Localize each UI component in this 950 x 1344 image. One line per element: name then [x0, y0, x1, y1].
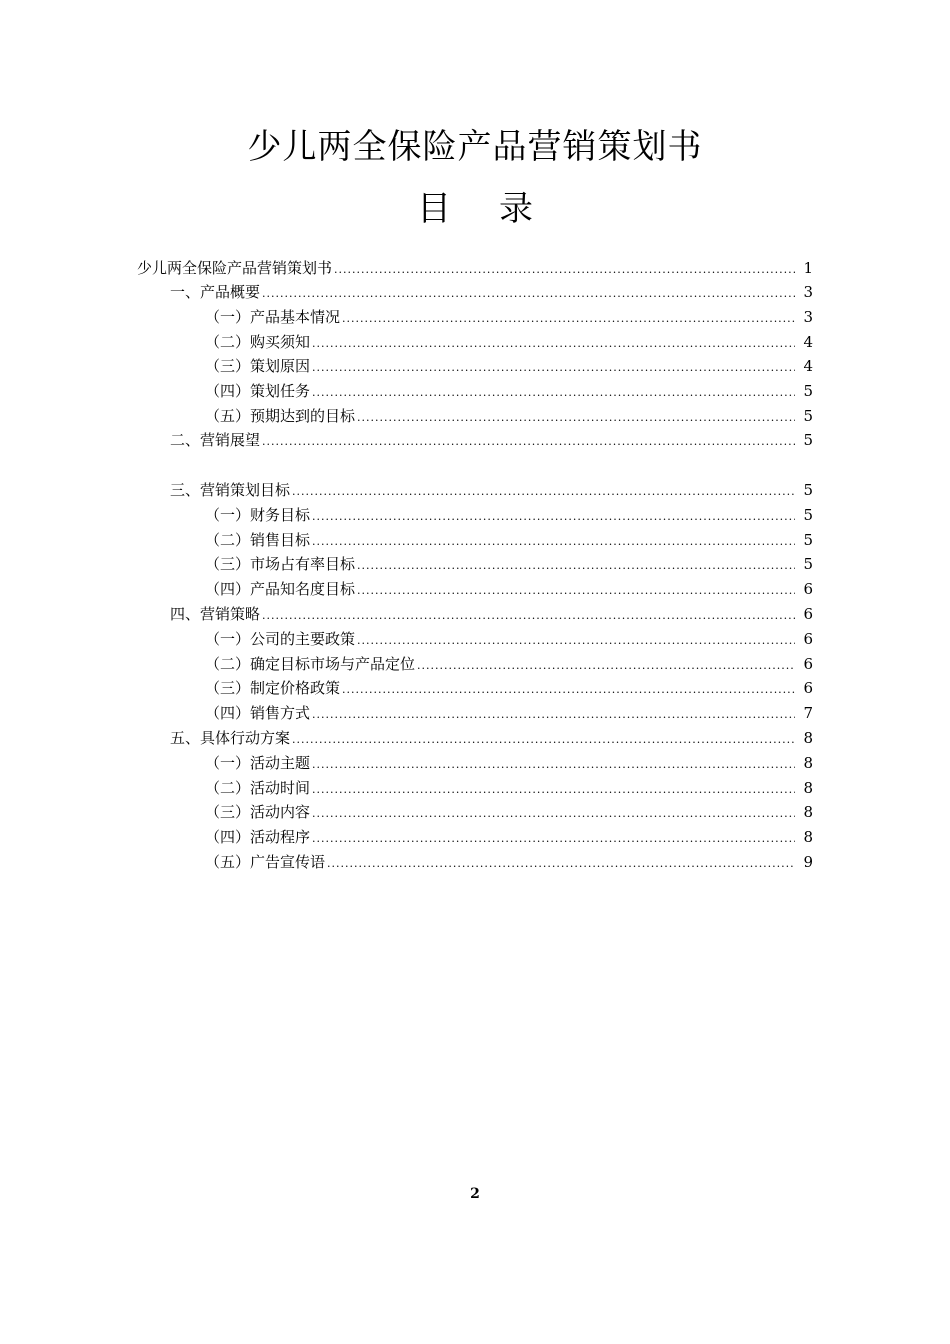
toc-entry-page: 8 [803, 803, 813, 821]
dot-leader [357, 554, 795, 578]
toc-entry-page: 4 [803, 333, 813, 351]
toc-entry[interactable] [170, 478, 813, 502]
toc-entry-title: 少儿两全保险产品营销策划书 [137, 259, 333, 277]
toc-entry-title: 五、具体行动方案 [170, 729, 291, 747]
toc-entry[interactable] [205, 552, 813, 576]
toc-entry-page: 5 [803, 431, 813, 449]
toc-entry[interactable] [205, 503, 813, 527]
toc-entry[interactable] [137, 256, 813, 280]
toc-entry-title: 三、营销策划目标 [170, 481, 291, 499]
dot-leader [342, 307, 795, 331]
toc-entry[interactable] [205, 850, 813, 874]
toc-heading-left: 目 [417, 189, 451, 229]
page-number: 2 [470, 1186, 480, 1202]
toc-entry[interactable] [205, 751, 813, 775]
dot-leader [262, 282, 795, 306]
toc-entry-page: 5 [803, 382, 813, 400]
toc-entry[interactable] [205, 825, 813, 849]
dot-leader [312, 530, 795, 554]
toc-entry[interactable] [205, 800, 813, 824]
toc-entry-page: 4 [803, 357, 813, 375]
toc-entry-title: 一、产品概要 [170, 283, 261, 301]
toc-entry-page: 8 [803, 828, 813, 846]
toc-entry-page: 6 [803, 679, 813, 697]
dot-leader [292, 480, 795, 504]
dot-leader [334, 258, 795, 282]
dot-leader [357, 406, 795, 430]
toc-entry-page: 5 [803, 481, 813, 499]
toc-entry-title: （五）广告宣传语 [205, 853, 326, 871]
toc-entry-title: 四、营销策略 [170, 605, 261, 623]
toc-entry-page: 5 [803, 407, 813, 425]
toc-entry-page: 8 [803, 729, 813, 747]
dot-leader [327, 852, 795, 876]
toc-entry-page: 6 [803, 655, 813, 673]
toc-heading [0, 184, 950, 234]
toc-entry-page: 3 [803, 283, 813, 301]
toc-entry-title: （四）策划任务 [205, 382, 311, 400]
toc-entry-page: 6 [803, 580, 813, 598]
dot-leader [262, 430, 795, 454]
toc-entry[interactable] [170, 428, 813, 452]
toc-entry[interactable] [205, 676, 813, 700]
toc-entry-page: 5 [803, 555, 813, 573]
dot-leader [262, 604, 795, 628]
toc-entry-title: （一）产品基本情况 [205, 308, 341, 326]
toc-entry[interactable] [205, 652, 813, 676]
dot-leader [312, 753, 795, 777]
toc-entry-title: （三）制定价格政策 [205, 679, 341, 697]
toc-entry-title: （四）产品知名度目标 [205, 580, 356, 598]
toc-entry[interactable] [205, 379, 813, 403]
toc-entry-page: 1 [803, 259, 813, 277]
dot-leader [312, 703, 795, 727]
dot-leader [312, 356, 795, 380]
toc-entry-page: 8 [803, 779, 813, 797]
toc-heading-right: 录 [499, 189, 533, 229]
toc-entry[interactable] [205, 404, 813, 428]
toc-entry[interactable] [170, 726, 813, 750]
dot-leader [292, 728, 795, 752]
toc-entry[interactable] [170, 280, 813, 304]
document-title: 少儿两全保险产品营销策划书 [247, 127, 703, 167]
dot-leader [312, 827, 795, 851]
toc-entry-title: 二、营销展望 [170, 431, 261, 449]
toc-entry-title: （一）公司的主要政策 [205, 630, 356, 648]
toc-entry-page: 6 [803, 605, 813, 623]
toc-entry-title: （四）活动程序 [205, 828, 311, 846]
toc-entry-title: （二）活动时间 [205, 779, 311, 797]
toc-entry[interactable] [205, 305, 813, 329]
toc-entry-page: 6 [803, 630, 813, 648]
toc-entry-title: （三）策划原因 [205, 357, 311, 375]
dot-leader [357, 579, 795, 603]
toc-entry[interactable] [205, 776, 813, 800]
toc-entry-page: 5 [803, 506, 813, 524]
toc-entry[interactable] [205, 528, 813, 552]
dot-leader [312, 802, 795, 826]
toc-entry[interactable] [205, 354, 813, 378]
dot-leader [312, 381, 795, 405]
toc-entry-page: 9 [803, 853, 813, 871]
toc-entry-title: （一）财务目标 [205, 506, 311, 524]
toc-entry-title: （一）活动主题 [205, 754, 311, 772]
dot-leader [357, 629, 795, 653]
dot-leader [342, 678, 795, 702]
dot-leader [312, 778, 795, 802]
toc-entry-title: （三）活动内容 [205, 803, 311, 821]
dot-leader [417, 654, 795, 678]
toc-entry-page: 7 [803, 704, 813, 722]
toc-entry-title: （二）确定目标市场与产品定位 [205, 655, 416, 673]
toc-entry[interactable] [170, 602, 813, 626]
toc-entry-page: 3 [803, 308, 813, 326]
toc-entry[interactable] [205, 701, 813, 725]
toc-entry-title: （五）预期达到的目标 [205, 407, 356, 425]
toc-entry-page: 5 [803, 531, 813, 549]
toc-entry[interactable] [205, 330, 813, 354]
toc-entry[interactable] [205, 627, 813, 651]
toc-entry-page: 8 [803, 754, 813, 772]
toc-entry[interactable] [205, 577, 813, 601]
dot-leader [312, 332, 795, 356]
toc-entry-title: （四）销售方式 [205, 704, 311, 722]
dot-leader [312, 505, 795, 529]
toc-entry-title: （二）销售目标 [205, 531, 311, 549]
toc-entry-title: （二）购买须知 [205, 333, 311, 351]
toc-entry-title: （三）市场占有率目标 [205, 555, 356, 573]
